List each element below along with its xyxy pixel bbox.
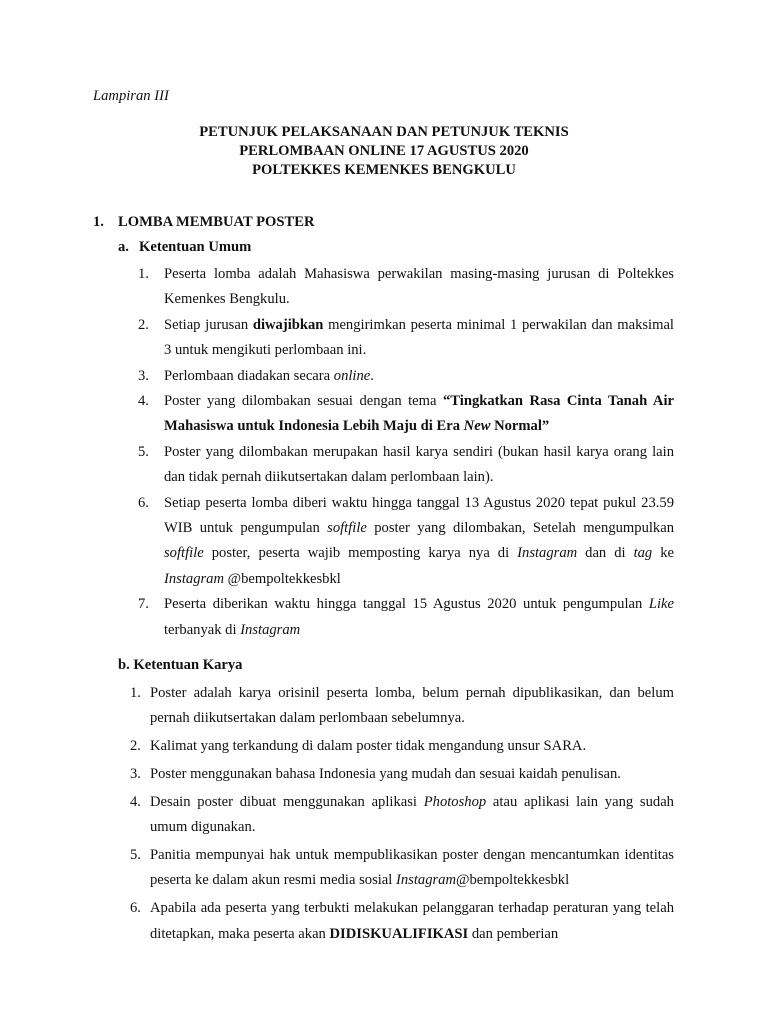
list-item bbox=[138, 364, 674, 389]
item-italic-text: Photoshop bbox=[423, 793, 487, 810]
item-text: ke bbox=[652, 545, 674, 562]
appendix-label: Lampiran III bbox=[93, 88, 169, 104]
item-number: 2. bbox=[130, 738, 141, 755]
item-text: dan di bbox=[577, 545, 634, 562]
work-rules-list bbox=[130, 681, 674, 949]
list-item bbox=[130, 843, 674, 894]
item-text: poster, peserta wajib memposting karya nya di bbox=[203, 545, 518, 562]
item-number: 3. bbox=[130, 766, 141, 782]
item-number: 2. bbox=[138, 316, 149, 333]
item-number: 5. bbox=[130, 847, 141, 863]
item-text: Peserta diberikan waktu hingga tanggal 15 Agustus 2020 untuk pengumpulan bbox=[164, 596, 649, 613]
item-number: 6. bbox=[138, 494, 149, 511]
item-text: Perlombaan diadakan secara bbox=[164, 367, 334, 384]
item-text: Peserta lomba adalah Mahasiswa perwakilan masing-masing jurusan di Poltekkes Kemenkes Bengkulu. bbox=[164, 266, 674, 308]
item-number: 1. bbox=[138, 266, 149, 282]
item-italic-text: Instagram bbox=[240, 621, 301, 638]
item-text: atau aplikasi lain yang sudah umum digunakan. bbox=[150, 793, 674, 836]
subsection-letter: a. bbox=[118, 239, 129, 255]
title-line-3: POLTEKKES KEMENKES BENGKULU bbox=[252, 162, 516, 178]
document-title bbox=[0, 123, 768, 180]
item-bold-italic-text: New bbox=[463, 418, 491, 435]
item-text: Panitia mempunyai hak untuk mempublikasikan poster dengan mencantumkan identitas peserta ke dalam akun resmi media sosial bbox=[150, 847, 674, 889]
item-bold-text: “Tingkatkan Rasa Cinta Tanah Air Mahasiswa untuk Indonesia Lebih Maju di Era bbox=[164, 393, 674, 435]
item-text: Kalimat yang terkandung di dalam poster tidak mengandung unsur SARA. bbox=[150, 738, 587, 755]
list-item bbox=[138, 389, 674, 440]
subsection-title: Ketentuan Umum bbox=[139, 239, 252, 255]
item-italic-text: softfile bbox=[327, 520, 367, 537]
item-text: dan pemberian bbox=[468, 925, 559, 942]
item-text: mengirimkan peserta minimal 1 perwakilan dan maksimal 3 untuk mengikuti perlombaan ini. bbox=[164, 316, 674, 359]
item-number: 6. bbox=[130, 900, 141, 917]
item-bold-text: Normal” bbox=[490, 418, 550, 435]
item-text: terbanyak di bbox=[164, 621, 241, 638]
list-item bbox=[138, 440, 674, 491]
item-text: @bempoltekkesbkl bbox=[456, 872, 570, 889]
list-item bbox=[130, 896, 674, 947]
item-italic-text: tag bbox=[633, 545, 653, 562]
list-item bbox=[130, 790, 674, 841]
item-text: Poster menggunakan bahasa Indonesia yang mudah dan sesuai kaidah penulisan. bbox=[150, 766, 621, 782]
section-title: LOMBA MEMBUAT POSTER bbox=[118, 214, 315, 230]
item-italic-text: Instagram bbox=[164, 570, 224, 587]
item-bold-text: DIDISKUALIFIKASI bbox=[329, 925, 469, 942]
item-italic-text: online bbox=[333, 367, 371, 384]
item-number: 5. bbox=[138, 443, 149, 460]
list-item bbox=[138, 592, 674, 643]
item-text: Apabila ada peserta yang terbukti melakukan pelanggaran terhadap peraturan yang telah ditetapkan, maka peserta akan bbox=[150, 900, 674, 942]
list-item bbox=[130, 734, 674, 759]
item-number: 4. bbox=[130, 793, 141, 810]
section-number: 1. bbox=[93, 214, 104, 230]
list-item bbox=[130, 762, 674, 787]
section-heading bbox=[93, 214, 315, 231]
item-number: 4. bbox=[138, 393, 149, 410]
item-italic-text: Instagram bbox=[517, 545, 578, 562]
item-text: @bempoltekkesbkl bbox=[224, 570, 341, 587]
item-bold-text: diwajibkan bbox=[252, 316, 324, 333]
item-number: 3. bbox=[138, 367, 149, 384]
item-text: Setiap peserta lomba diberi waktu hingga tanggal 13 Agustus 2020 tepat pukul 23.59 WIB untuk pengumpulan bbox=[164, 494, 674, 537]
item-text: Poster adalah karya orisinil peserta lomba, belum pernah dipublikasikan, dan belum pernah diikutsertakan dalam perlombaan sebelumnya. bbox=[150, 685, 674, 727]
list-item bbox=[138, 491, 674, 593]
item-italic-text: softfile bbox=[164, 545, 204, 562]
item-text: Poster yang dilombakan merupakan hasil karya sendiri (bukan hasil karya orang lain dan tidak pernah diikutsertakan dalam perlombaan lain). bbox=[164, 443, 674, 486]
subsection-heading-b: b. Ketentuan Karya bbox=[118, 657, 243, 673]
item-italic-text: Like bbox=[648, 596, 674, 613]
list-item bbox=[138, 313, 674, 364]
list-item bbox=[138, 262, 674, 313]
item-italic-text: Instagram bbox=[396, 872, 456, 889]
subsection-heading-a bbox=[118, 239, 251, 256]
item-number: 7. bbox=[138, 596, 149, 613]
item-number: 1. bbox=[130, 685, 141, 701]
title-line-2: PERLOMBAAN ONLINE 17 AGUSTUS 2020 bbox=[239, 143, 529, 159]
title-line-1: PETUNJUK PELAKSANAAN DAN PETUNJUK TEKNIS bbox=[199, 124, 569, 140]
item-text: . bbox=[370, 367, 374, 384]
general-rules-list bbox=[138, 262, 674, 643]
item-text: Desain poster dibuat menggunakan aplikasi bbox=[150, 793, 424, 810]
item-text: Setiap jurusan bbox=[164, 316, 253, 333]
list-item bbox=[130, 681, 674, 732]
item-text: poster yang dilombakan, Setelah mengumpulkan bbox=[366, 520, 674, 537]
item-text: Poster yang dilombakan sesuai dengan tema bbox=[164, 393, 443, 410]
